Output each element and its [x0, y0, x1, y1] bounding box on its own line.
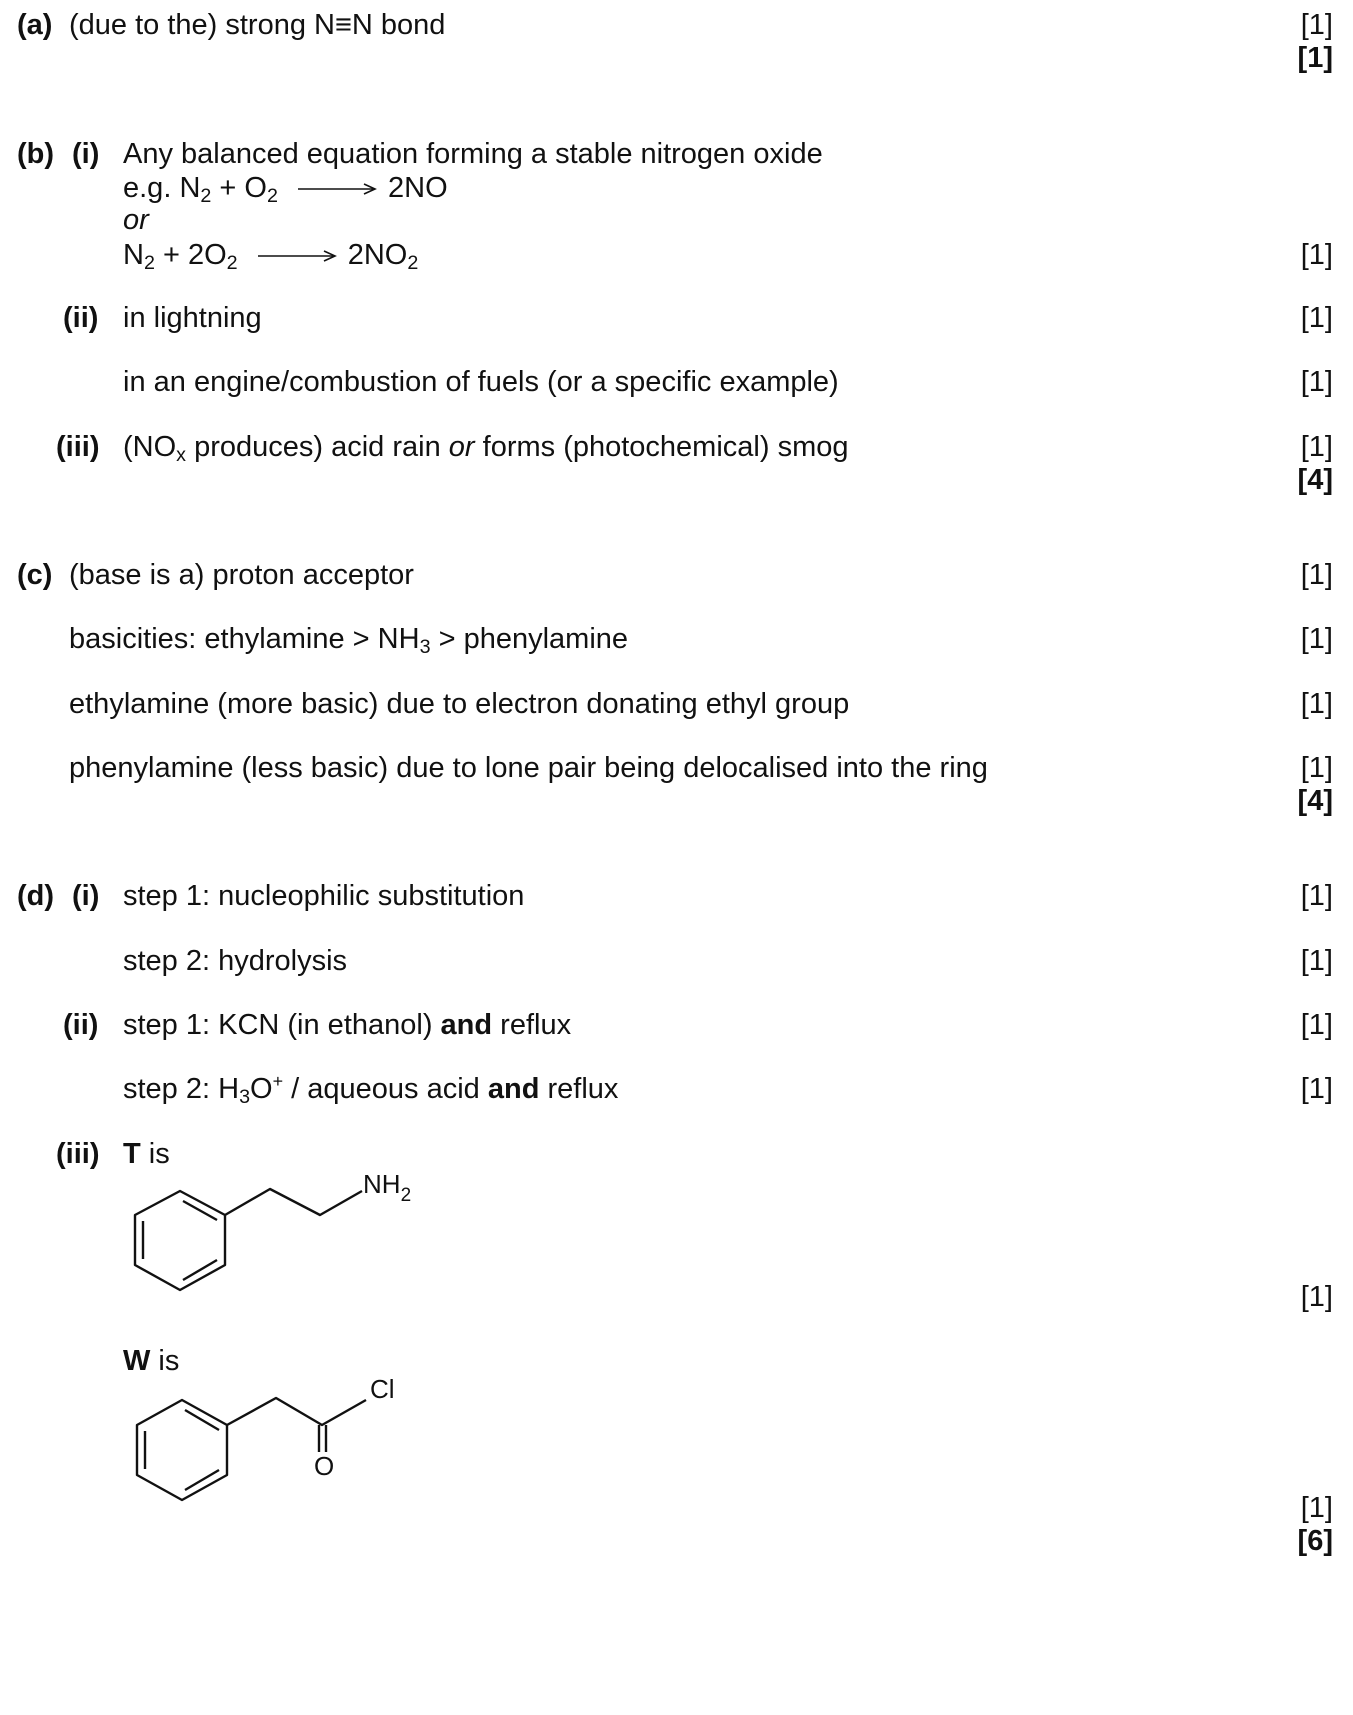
part-c-answer-4: phenylamine (less basic) due to lone pair being delocalised into the ring	[69, 752, 988, 784]
reaction-arrow-icon	[298, 182, 378, 196]
part-d-ii-answer-2: step 2: $H_3O^+$ / aqueous acid and reflux	[123, 1071, 619, 1108]
benzene-ring-icon	[137, 1400, 227, 1500]
equation-or: or	[123, 204, 149, 236]
chlorine-label: Cl	[370, 1374, 395, 1404]
part-d-ii-mark-1: [1]	[1300, 1009, 1333, 1041]
part-d-ii-mark-2: [1]	[1300, 1073, 1333, 1105]
amine-group-label: $NH_2$	[363, 1169, 412, 1206]
part-d-i-answer-2: step 2: hydrolysis	[123, 945, 348, 977]
part-d-i-answer-1: step 1: nucleophilic substitution	[123, 880, 525, 912]
part-a-label: (a)	[17, 9, 53, 41]
part-d-iii-w-mark: [1]	[1300, 1492, 1333, 1524]
part-d-iii-label: (iii)	[56, 1138, 100, 1170]
part-d-ii-label: (ii)	[63, 1009, 99, 1041]
part-c-mark-2: [1]	[1300, 623, 1333, 655]
part-b-ii-label: (ii)	[63, 302, 99, 334]
compound-t-heading: T is	[123, 1138, 170, 1170]
part-b-i-mark: [1]	[1300, 239, 1333, 271]
part-d-i-label: (i)	[72, 880, 100, 912]
carbonyl-oxygen-label: O	[314, 1451, 335, 1481]
part-c-mark-3: [1]	[1300, 688, 1333, 720]
part-a-answer: (due to the) strong N≡N bond	[69, 9, 446, 41]
part-c-mark-1: [1]	[1300, 559, 1333, 591]
part-b-total: [4]	[1297, 464, 1333, 496]
part-b-iii-label: (iii)	[56, 431, 100, 463]
part-b-i-answer: Any balanced equation forming a stable nitrogen oxide	[123, 138, 823, 170]
part-d-iii-t-mark: [1]	[1300, 1281, 1333, 1313]
structure-t-diagram	[120, 1165, 440, 1305]
part-c-total: [4]	[1297, 785, 1333, 817]
compound-w-heading: W is	[123, 1345, 180, 1377]
structure-w-diagram	[120, 1370, 440, 1515]
part-a-mark: [1]	[1300, 9, 1333, 41]
part-d-i-mark-2: [1]	[1300, 945, 1333, 977]
part-c-answer-1: (base is a) proton acceptor	[69, 559, 414, 591]
equation-1: e.g. $N_2 + O_2$ 2NO	[123, 172, 448, 207]
part-b-i-label: (i)	[72, 138, 100, 170]
part-b-ii-answer-2: in an engine/combustion of fuels (or a specific example)	[123, 366, 839, 398]
part-b-iii-mark: [1]	[1300, 431, 1333, 463]
benzene-ring-icon	[135, 1191, 225, 1290]
part-b-iii-answer: ($NO_x$ produces) acid rain or forms (photochemical) smog	[123, 431, 849, 466]
part-d-total: [6]	[1297, 1525, 1333, 1557]
part-b-label: (b)	[17, 138, 55, 170]
reaction-arrow-icon	[258, 249, 338, 263]
part-b-ii-mark-2: [1]	[1300, 366, 1333, 398]
part-c-answer-2: basicities: ethylamine > $NH_3$ > phenylamine	[69, 623, 629, 658]
equation-2: $N_2 + 2O_2$ $2NO_2$	[123, 239, 419, 274]
part-d-ii-answer-1: step 1: KCN (in ethanol) and reflux	[123, 1009, 572, 1041]
part-a-total: [1]	[1297, 42, 1333, 74]
part-b-ii-answer-1: in lightning	[123, 302, 262, 334]
part-b-ii-mark-1: [1]	[1300, 302, 1333, 334]
part-c-label: (c)	[17, 559, 53, 591]
part-c-mark-4: [1]	[1300, 752, 1333, 784]
part-d-label: (d)	[17, 880, 55, 912]
part-c-answer-3: ethylamine (more basic) due to electron donating ethyl group	[69, 688, 850, 720]
part-d-i-mark-1: [1]	[1300, 880, 1333, 912]
